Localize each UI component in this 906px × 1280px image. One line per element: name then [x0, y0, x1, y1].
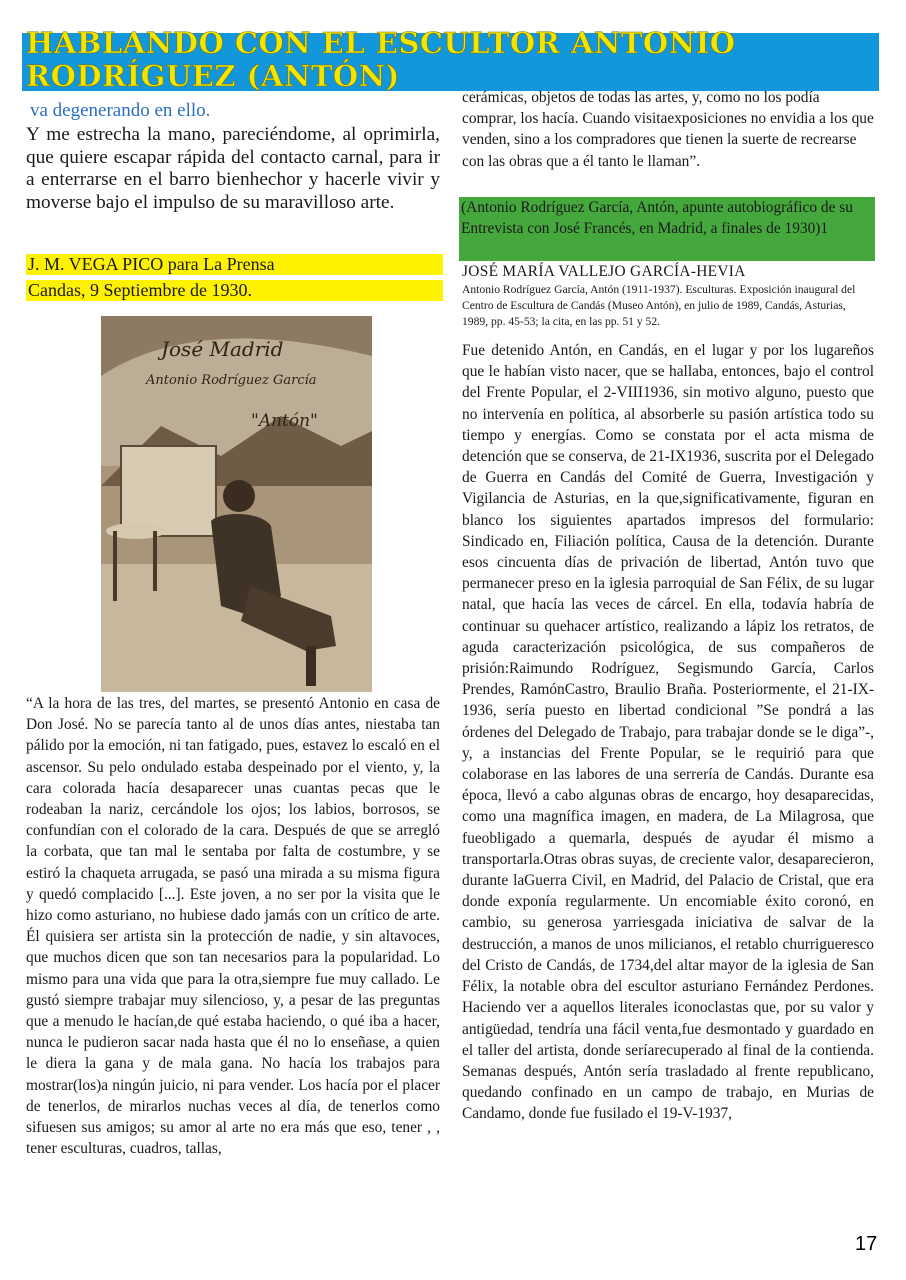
quote-paragraph: “A la hora de las tres, del martes, se presentó Antonio en casa de Don José. No se parecía tanto al de unos días antes, niestaba tan pálido por la emoción, ni tan fatigado, pues, estavez lo escaló en el ascensor. Su pelo ondulado estaba despeinado por el viento, y, la cara colorada hacía desaparecer unas cuantas pecas que le rodeaban la nariz, cercándole los ojos; los labios, borrosos, se confundían con el colorado de la cara. Después de que se arregló la corbata, que tan mal le sentaba por falta de costumbre, y se estiró la chaqueta arrugada, se pasó una mirada a su misma figura y quedó complacido [...]. Este joven, a no ser por la visita que le hizo como asturiano, no hubiese dado jamás con un crítico de arte. Él quisiera ser artista sin la protección de nadie, y sin altavoces, que muchos dicen que son tan necesarios para la popularidad. Lo mismo para una vida que para la otra,siempre fue muy callado. Le gustó siempre trabajar muy silencioso, y, a pesar de las preguntas que a menudo le hacían,de qué estaba haciendo, o qué iba a hacer, nunca le pudieron sacar nada hasta que él no lo enseñase, a quien le diera la gana y de mala gana. No hacía los trabajos para mostrar(los)a ningún juicio, ni para vender. Los hacía por el placer de tenerlos, de mirarlos nuchas veces al día, de tenerlos como sifuesen sus amigos; su amor al arte no era más que eso, tener , , tener esculturas, cuadros, tallas,	[26, 695, 440, 1158]
credit-line-1: J. M. VEGA PICO para La Prensa	[26, 254, 443, 275]
credit-line-2: Candas, 9 Septiembre de 1930.	[26, 280, 443, 301]
photo-inscription-1: José Madrid	[161, 337, 284, 361]
title-line-1: HABLANDO CON EL ESCULTOR ANTONIO	[26, 26, 736, 60]
author-name: JOSÉ MARÍA VALLEJO GARCÍA-HEVIA	[462, 263, 746, 280]
photo-inscription-2: Antonio Rodríguez García	[146, 373, 317, 388]
photo-inscription-3: "Antón"	[251, 411, 318, 431]
portrait-photo-illustration	[101, 316, 372, 692]
page-title	[26, 27, 876, 93]
page-number: 17	[855, 1233, 878, 1255]
main-paragraph: Fue detenido Antón, en Candás, en el lugar y por los lugareños que le habían visto nacer, que se hallaba, entonces, bajo el control del Frente Popular, el 2-VIII1936, sin motivo alguno, puesto que no intervenía en política, al absorberle su pasión artística todo su tiempo y energías. Como se constata por el acta misma de detención que se conserva, de 21-IX1936, suscrita por el Delegado de Guerra en Candás del Comité de Guerra, Investigación y Vigilancia de Asturias, en la que,significativamente, figuran en blanco los siguientes apartados impresos del formulario: Sindicado en, Filiación política, Causa de la detención. Durante esos cincuenta días de privación de libertad, Antón tuvo que permanecer preso en la iglesia parroquial de San Félix, de su lugar natal, que hacía las veces de cárcel. En ella, todavía habría de continuar su quehacer artístico, realizando a lápiz los retratos, de aguda caracterización psicológica, de sus compañeros de prisión:Raimundo Rodríguez, Segismundo García, Carlos Prendes, RamónCastro, Braulio Braña. Posteriormente, el 21-IX-1936, sería puesto en libertad condicional ”Se pondrá a las órdenes del Delegado de Trabajo, para trabajar donde se le diga”-, y, a instancias del Frente Popular, se le requirió para que colaborase en las labores de una serrería de Candás. Durante esa época, llevó a cabo algunas obras de encargo, hoy desaparecidas, como una magnífica imagen, en madera, de La Milagrosa, que fueobligado a quemarla, después de ayudar él mismo a transportarla.Otras obras suyas, de creciente valor, desaparecieron, durante laGuerra Civil, en Madrid, del Palacio de Cristal, que era donde exponía regularmente. Un encomiable éxito coronó, en cambio, su generosa yarriesgada iniciativa de salvar de la destrucción, a manos de unos milicianos, el retablo churrigueresco del Cristo de Candás, de 1734,del altar mayor de la iglesia de San Félix, la notable obra del escultor asturiano Fernández Perdones. Haciendo ver a aquellos literales iconoclastas que, por su valor y antigüedad, tendría una fácil venta,fue desmontado y guardado en el taller del artista, donde seríarecuperado al final de la contienda. Semanas después, Antón sería trasladado al frente republicano, quedando confinado en un campo de trabajo, en Murias de Candamo, donde fue fusilado el 19-V-1937,	[462, 342, 874, 1123]
portrait-photo	[101, 316, 372, 692]
lead-fragment: va degenerando en ello.	[30, 100, 211, 121]
source-box: (Antonio Rodríguez García, Antón, apunte autobiográfico de su Entrevista con José Francés, en Madrid, a finales de 1930)1	[459, 197, 875, 261]
quote-continuation: cerámicas, objetos de todas las artes, y, como no los podía comprar, los hacía. Cuando visitaexposiciones no envidia a los que venden, sino a los compradores que tienen la suerte de recrearse con las obras que a él tanto le llaman”.	[462, 89, 874, 170]
closing-paragraph: Y me estrecha la mano, pareciéndome, al oprimirla, que quiere escapar rápida del contacto carnal, para ir a enterrarse en el barro bienhechor y hacerle vivir y moverse bajo el impulso de su maravilloso arte.	[26, 124, 440, 213]
bibliographic-reference: Antonio Rodríguez García, Antón (1911-1937). Esculturas. Exposición inaugural del Centro de Escultura de Candás (Museo Antón), en julio de 1989, Candás, Asturias, 1989, pp. 45-53; la cita, en las pp. 51 y 52.	[462, 283, 856, 329]
title-line-2: RODRÍGUEZ (ANTÓN)	[26, 59, 400, 93]
